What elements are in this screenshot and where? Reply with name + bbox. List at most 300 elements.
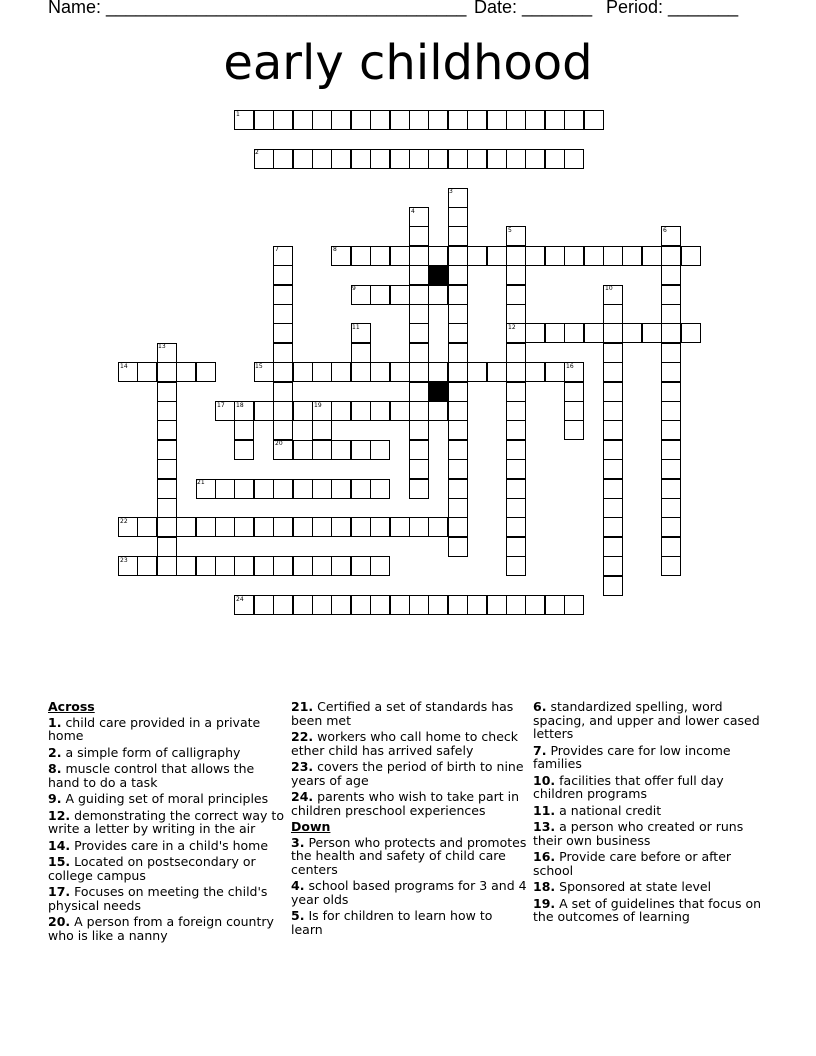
grid-cell[interactable] (448, 517, 468, 537)
grid-cell[interactable] (487, 362, 507, 382)
grid-cell[interactable] (661, 459, 681, 479)
grid-cell[interactable] (331, 401, 351, 421)
grid-cell[interactable] (293, 595, 313, 615)
grid-cell[interactable] (525, 595, 545, 615)
clue-number: 4 (411, 208, 415, 215)
grid-cell[interactable] (312, 362, 332, 382)
grid-cell[interactable] (603, 323, 623, 343)
grid-cell[interactable] (409, 323, 429, 343)
grid-cell[interactable] (661, 285, 681, 305)
grid-cell[interactable] (351, 362, 371, 382)
grid-cell[interactable] (467, 595, 487, 615)
grid-cell[interactable] (351, 595, 371, 615)
grid-cell[interactable] (273, 401, 293, 421)
across-clue (48, 809, 284, 836)
clue-number-label: 20. (48, 914, 71, 929)
grid-cell[interactable] (215, 556, 235, 576)
grid-cell[interactable] (545, 149, 565, 169)
grid-cell[interactable] (137, 362, 157, 382)
grid-cell[interactable] (661, 246, 681, 266)
grid-cell[interactable] (293, 440, 313, 460)
down-heading: Down (291, 819, 331, 834)
clues-column-2 (291, 700, 527, 939)
grid-cell[interactable] (157, 556, 177, 576)
grid-cell[interactable] (273, 110, 293, 130)
grid-cell[interactable] (293, 517, 313, 537)
grid-cell[interactable] (273, 362, 293, 382)
across-heading: Across (48, 699, 95, 714)
grid-cell[interactable] (661, 440, 681, 460)
grid-cell[interactable] (273, 382, 293, 402)
grid-cell[interactable] (273, 595, 293, 615)
grid-cell[interactable] (409, 459, 429, 479)
grid-cell[interactable] (312, 149, 332, 169)
grid-cell[interactable] (428, 362, 448, 382)
grid-cell[interactable] (448, 459, 468, 479)
grid-cell[interactable] (351, 440, 371, 460)
clue-number-label: 12. (48, 807, 71, 823)
clue-number: 14 (120, 363, 128, 370)
grid-cell[interactable] (312, 110, 332, 130)
grid-cell[interactable] (370, 517, 390, 537)
grid-cell[interactable] (506, 420, 526, 440)
grid-cell[interactable] (234, 420, 254, 440)
grid-cell[interactable] (293, 556, 313, 576)
down-clue (533, 744, 769, 771)
grid-cell[interactable] (273, 265, 293, 285)
grid-cell[interactable] (234, 440, 254, 460)
grid-cell[interactable] (331, 149, 351, 169)
grid-cell[interactable] (370, 440, 390, 460)
grid-cell[interactable] (448, 479, 468, 499)
grid-cell[interactable] (661, 517, 681, 537)
grid-cell[interactable] (487, 110, 507, 130)
grid-cell[interactable] (525, 323, 545, 343)
grid-cell[interactable] (370, 556, 390, 576)
clue-number-label: 14. (48, 837, 71, 853)
grid-cell[interactable] (157, 362, 177, 382)
clue-number: 1 (236, 111, 240, 118)
grid-cell[interactable] (273, 304, 293, 324)
grid-cell[interactable] (370, 149, 390, 169)
grid-cell[interactable] (215, 479, 235, 499)
grid-cell[interactable] (448, 304, 468, 324)
grid-cell[interactable] (661, 382, 681, 402)
grid-cell[interactable] (351, 556, 371, 576)
grid-cell[interactable] (176, 556, 196, 576)
grid-cell[interactable] (409, 595, 429, 615)
grid-cell[interactable] (312, 420, 332, 440)
grid-cell[interactable] (661, 537, 681, 557)
grid-cell[interactable] (428, 401, 448, 421)
grid-cell[interactable] (293, 479, 313, 499)
clue-number: 15 (255, 363, 263, 370)
grid-cell[interactable] (525, 110, 545, 130)
grid-cell[interactable] (525, 362, 545, 382)
grid-cell[interactable] (545, 323, 565, 343)
grid-cell[interactable] (312, 440, 332, 460)
grid-cell[interactable] (564, 401, 584, 421)
grid-cell[interactable] (506, 246, 526, 266)
grid-cell[interactable] (642, 323, 662, 343)
grid-cell[interactable] (351, 343, 371, 363)
grid-cell[interactable] (409, 265, 429, 285)
clue-number-label: 9. (48, 791, 62, 806)
grid-cell[interactable] (370, 285, 390, 305)
grid-cell[interactable] (409, 285, 429, 305)
grid-cell[interactable] (409, 420, 429, 440)
grid-cell[interactable] (487, 595, 507, 615)
grid-cell[interactable] (448, 595, 468, 615)
grid-cell[interactable] (545, 595, 565, 615)
grid-cell[interactable] (525, 149, 545, 169)
grid-cell[interactable] (506, 362, 526, 382)
grid-cell[interactable] (506, 498, 526, 518)
clue-number: 18 (236, 402, 244, 409)
grid-cell[interactable] (234, 556, 254, 576)
grid-cell[interactable] (254, 595, 274, 615)
clue-number-label: 4. (291, 878, 305, 893)
grid-cell[interactable] (448, 285, 468, 305)
grid-cell[interactable] (390, 110, 410, 130)
grid-cell[interactable] (273, 323, 293, 343)
across-clue (291, 790, 527, 817)
date-field[interactable]: Date: _______ (474, 0, 593, 17)
grid-cell[interactable] (273, 285, 293, 305)
grid-cell[interactable] (370, 595, 390, 615)
grid-cell[interactable] (506, 537, 526, 557)
grid-cell[interactable] (273, 517, 293, 537)
grid-cell[interactable] (661, 362, 681, 382)
grid-cell[interactable] (448, 265, 468, 285)
grid-cell[interactable] (642, 246, 662, 266)
across-clue (48, 746, 284, 760)
grid-cell[interactable] (157, 517, 177, 537)
clue-number-label: 6. (533, 699, 547, 714)
grid-cell[interactable] (545, 110, 565, 130)
grid-cell[interactable] (506, 265, 526, 285)
grid-cell[interactable] (254, 110, 274, 130)
clues-column-1 (48, 700, 284, 945)
clue-number: 5 (508, 227, 512, 234)
grid-cell[interactable] (681, 246, 701, 266)
grid-cell[interactable] (234, 479, 254, 499)
grid-cell[interactable] (390, 401, 410, 421)
grid-cell[interactable] (603, 401, 623, 421)
grid-cell[interactable] (409, 304, 429, 324)
grid-cell[interactable] (564, 149, 584, 169)
grid-cell[interactable] (584, 246, 604, 266)
grid-cell[interactable] (506, 459, 526, 479)
clue-number-label: 7. (533, 742, 547, 758)
grid-cell[interactable] (157, 420, 177, 440)
grid-cell[interactable] (390, 246, 410, 266)
grid-cell[interactable] (506, 149, 526, 169)
grid-cell[interactable] (409, 226, 429, 246)
grid-cell[interactable] (331, 479, 351, 499)
clue-text: a person who created or runs their own business (533, 819, 744, 848)
clue-text: A set of guidelines that focus on the outcomes of learning (533, 895, 762, 924)
grid-cell[interactable] (506, 304, 526, 324)
grid-cell[interactable] (564, 595, 584, 615)
grid-cell[interactable] (584, 110, 604, 130)
grid-cell[interactable] (351, 401, 371, 421)
grid-cell[interactable] (603, 576, 623, 596)
grid-cell[interactable] (331, 595, 351, 615)
grid-cell[interactable] (351, 479, 371, 499)
grid-cell[interactable] (157, 498, 177, 518)
grid-cell[interactable] (603, 382, 623, 402)
grid-cell[interactable] (603, 362, 623, 382)
grid-cell[interactable] (448, 440, 468, 460)
grid-cell[interactable] (390, 595, 410, 615)
grid-cell[interactable] (293, 401, 313, 421)
grid-cell[interactable] (428, 149, 448, 169)
grid-cell[interactable] (603, 440, 623, 460)
grid-cell[interactable] (448, 498, 468, 518)
grid-cell[interactable] (506, 343, 526, 363)
grid-cell[interactable] (409, 110, 429, 130)
grid-cell[interactable] (409, 362, 429, 382)
grid-cell[interactable] (390, 149, 410, 169)
grid-cell[interactable] (603, 517, 623, 537)
grid-cell[interactable] (137, 556, 157, 576)
grid-cell[interactable] (157, 382, 177, 402)
clue-text: Provides care in a child's home (74, 837, 269, 853)
grid-cell[interactable] (351, 517, 371, 537)
grid-cell[interactable] (564, 420, 584, 440)
grid-cell[interactable] (254, 479, 274, 499)
grid-cell[interactable] (506, 285, 526, 305)
grid-cell[interactable] (448, 149, 468, 169)
grid-cell[interactable] (331, 556, 351, 576)
grid-cell[interactable] (661, 304, 681, 324)
grid-cell[interactable] (157, 440, 177, 460)
grid-cell[interactable] (293, 149, 313, 169)
grid-cell[interactable] (603, 537, 623, 557)
grid-cell[interactable] (603, 556, 623, 576)
grid-cell[interactable] (487, 246, 507, 266)
clue-number-label: 24. (291, 789, 314, 804)
clue-number: 12 (508, 324, 516, 331)
clue-number-label: 1. (48, 714, 62, 730)
grid-cell[interactable] (428, 285, 448, 305)
grid-cell[interactable] (661, 479, 681, 499)
grid-cell[interactable] (409, 401, 429, 421)
grid-cell[interactable] (409, 149, 429, 169)
blocked-square (428, 265, 448, 285)
grid-cell[interactable] (448, 382, 468, 402)
grid-cell[interactable] (506, 479, 526, 499)
clue-text: facilities that offer full day children programs (533, 772, 724, 801)
clue-number-label: 21. (291, 699, 314, 714)
clue-number-label: 10. (533, 772, 556, 788)
grid-cell[interactable] (331, 110, 351, 130)
grid-cell[interactable] (506, 517, 526, 537)
grid-cell[interactable] (157, 537, 177, 557)
grid-cell[interactable] (409, 343, 429, 363)
grid-cell[interactable] (312, 556, 332, 576)
grid-cell[interactable] (370, 401, 390, 421)
grid-cell[interactable] (448, 226, 468, 246)
grid-cell[interactable] (351, 246, 371, 266)
grid-cell[interactable] (157, 459, 177, 479)
grid-cell[interactable] (409, 246, 429, 266)
grid-cell[interactable] (273, 149, 293, 169)
grid-cell[interactable] (661, 420, 681, 440)
grid-cell[interactable] (331, 440, 351, 460)
grid-cell[interactable] (351, 149, 371, 169)
grid-cell[interactable] (428, 517, 448, 537)
grid-cell[interactable] (428, 246, 448, 266)
period-field[interactable]: Period: _______ (606, 0, 739, 17)
down-clue (533, 804, 769, 818)
grid-cell[interactable] (273, 556, 293, 576)
grid-cell[interactable] (196, 362, 216, 382)
grid-cell[interactable] (370, 246, 390, 266)
grid-cell[interactable] (196, 556, 216, 576)
grid-cell[interactable] (448, 343, 468, 363)
grid-cell[interactable] (409, 440, 429, 460)
grid-cell[interactable] (603, 304, 623, 324)
grid-cell[interactable] (506, 595, 526, 615)
clue-text: a simple form of calligraphy (65, 744, 241, 760)
grid-cell[interactable] (448, 420, 468, 440)
clue-number: 21 (197, 479, 205, 486)
grid-cell[interactable] (351, 110, 371, 130)
grid-cell[interactable] (467, 246, 487, 266)
across-clue (291, 730, 527, 757)
grid-cell[interactable] (661, 343, 681, 363)
clue-number-label: 5. (291, 908, 305, 923)
grid-cell[interactable] (622, 323, 642, 343)
clue-number-label: 19. (533, 895, 556, 911)
grid-cell[interactable] (467, 362, 487, 382)
grid-cell[interactable] (661, 556, 681, 576)
grid-cell[interactable] (603, 479, 623, 499)
grid-cell[interactable] (525, 246, 545, 266)
clue-number-label: 8. (48, 761, 62, 776)
grid-cell[interactable] (506, 401, 526, 421)
name-field[interactable]: Name: ____________________________________ (48, 0, 467, 17)
grid-cell[interactable] (331, 362, 351, 382)
grid-cell[interactable] (564, 110, 584, 130)
down-clue (291, 836, 527, 877)
grid-cell[interactable] (273, 343, 293, 363)
grid-cell[interactable] (370, 479, 390, 499)
grid-cell[interactable] (448, 401, 468, 421)
grid-cell[interactable] (254, 401, 274, 421)
grid-cell[interactable] (273, 420, 293, 440)
clue-number: 24 (236, 596, 244, 603)
grid-cell[interactable] (545, 246, 565, 266)
grid-cell[interactable] (603, 498, 623, 518)
clue-number: 19 (314, 402, 322, 409)
grid-cell[interactable] (409, 382, 429, 402)
grid-cell[interactable] (661, 265, 681, 285)
clue-number: 16 (566, 363, 574, 370)
grid-cell[interactable] (293, 110, 313, 130)
grid-cell[interactable] (312, 517, 332, 537)
grid-cell[interactable] (293, 362, 313, 382)
grid-cell[interactable] (448, 207, 468, 227)
grid-cell[interactable] (506, 382, 526, 402)
clue-number: 10 (605, 285, 613, 292)
clue-number: 23 (120, 557, 128, 564)
grid-cell[interactable] (564, 323, 584, 343)
grid-cell[interactable] (506, 440, 526, 460)
grid-cell[interactable] (428, 595, 448, 615)
grid-cell[interactable] (254, 517, 274, 537)
grid-cell[interactable] (487, 149, 507, 169)
grid-cell[interactable] (312, 595, 332, 615)
grid-cell[interactable] (409, 517, 429, 537)
clue-number-label: 22. (291, 729, 314, 744)
grid-cell[interactable] (409, 479, 429, 499)
grid-cell[interactable] (564, 382, 584, 402)
grid-cell[interactable] (661, 401, 681, 421)
grid-cell[interactable] (390, 517, 410, 537)
grid-cell[interactable] (390, 362, 410, 382)
grid-cell[interactable] (137, 517, 157, 537)
grid-cell[interactable] (196, 517, 216, 537)
grid-cell[interactable] (428, 110, 448, 130)
grid-cell[interactable] (681, 323, 701, 343)
grid-cell[interactable] (661, 323, 681, 343)
grid-cell[interactable] (603, 459, 623, 479)
grid-cell[interactable] (234, 517, 254, 537)
grid-cell[interactable] (622, 246, 642, 266)
grid-cell[interactable] (448, 110, 468, 130)
grid-cell[interactable] (176, 362, 196, 382)
grid-cell[interactable] (448, 246, 468, 266)
clue-number-label: 16. (533, 849, 556, 864)
grid-cell[interactable] (273, 479, 293, 499)
grid-cell[interactable] (215, 517, 235, 537)
grid-cell[interactable] (603, 343, 623, 363)
clue-text: Located on postsecondary or college campus (48, 854, 256, 883)
grid-cell[interactable] (506, 556, 526, 576)
grid-cell[interactable] (448, 537, 468, 557)
grid-cell[interactable] (603, 420, 623, 440)
grid-cell[interactable] (448, 323, 468, 343)
grid-cell[interactable] (564, 246, 584, 266)
grid-cell[interactable] (157, 401, 177, 421)
grid-cell[interactable] (176, 517, 196, 537)
clue-number-label: 23. (291, 759, 314, 774)
down-clue (533, 700, 769, 741)
grid-cell[interactable] (370, 362, 390, 382)
grid-cell[interactable] (584, 323, 604, 343)
across-clue (48, 792, 284, 806)
clue-number: 3 (449, 188, 453, 195)
blocked-square (428, 382, 448, 402)
grid-cell[interactable] (157, 479, 177, 499)
down-clue (291, 909, 527, 936)
grid-cell[interactable] (545, 362, 565, 382)
grid-cell[interactable] (661, 498, 681, 518)
grid-cell[interactable] (331, 517, 351, 537)
grid-cell[interactable] (467, 110, 487, 130)
grid-cell[interactable] (603, 246, 623, 266)
grid-cell[interactable] (467, 149, 487, 169)
grid-cell[interactable] (448, 362, 468, 382)
grid-cell[interactable] (370, 110, 390, 130)
grid-cell[interactable] (254, 556, 274, 576)
grid-cell[interactable] (390, 285, 410, 305)
grid-cell[interactable] (312, 479, 332, 499)
grid-cell[interactable] (506, 110, 526, 130)
